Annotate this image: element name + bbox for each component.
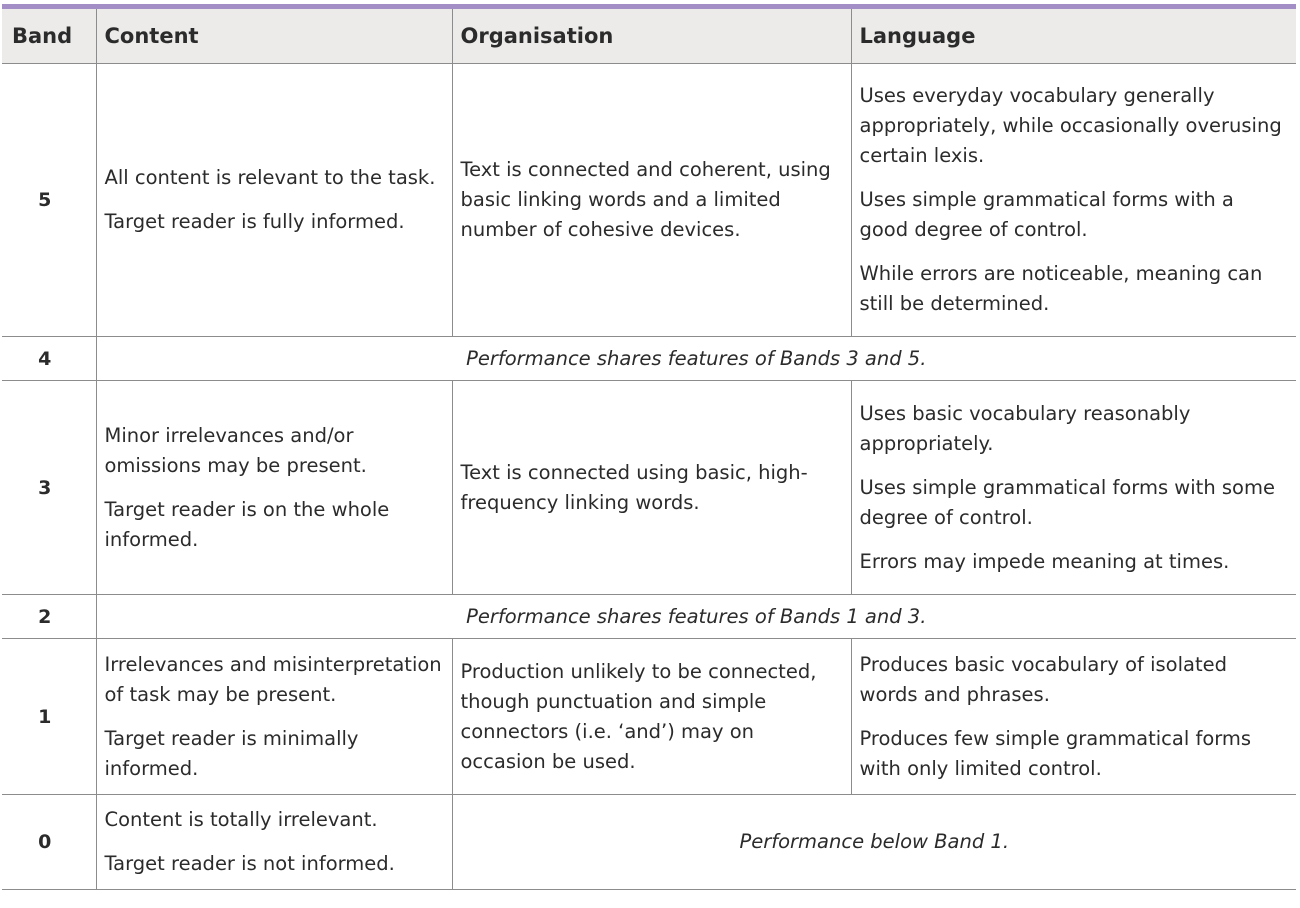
content-descriptor: All content is relevant to the task. [104, 166, 436, 189]
band-5-content-cell [96, 64, 452, 337]
content-descriptor: Target reader is on the whole informed. [104, 497, 390, 551]
content-descriptor: Target reader is fully informed. [104, 210, 405, 233]
band-3-row [2, 381, 1296, 595]
band-5-language-cell [851, 64, 1296, 337]
organisation-column-header: Organisation [452, 7, 851, 64]
language-descriptor: Produces few simple grammatical forms with only limited control. [859, 726, 1252, 780]
band-0-content-cell [96, 795, 452, 890]
band-number: 5 [2, 64, 96, 337]
language-descriptor: Errors may impede meaning at times. [859, 549, 1230, 573]
content-descriptor: Irrelevances and misinterpretation of task may be present. [104, 652, 442, 706]
language-descriptor: Uses basic vocabulary reasonably appropriately. [859, 401, 1191, 455]
band-2-shared-note: Performance shares features of Bands 1 and 3. [96, 595, 1296, 639]
content-descriptor: Content is totally irrelevant. [104, 808, 378, 831]
band-number: 1 [2, 639, 96, 795]
band-0-row [2, 795, 1296, 890]
language-descriptor: Uses simple grammatical forms with some degree of control. [859, 475, 1275, 529]
band-1-content-cell [96, 639, 452, 795]
band-0-below-note: Performance below Band 1. [452, 795, 1296, 890]
band-5-organisation-cell [452, 64, 851, 337]
band-4-row [2, 337, 1296, 381]
band-4-shared-note: Performance shares features of Bands 3 and 5. [96, 337, 1296, 381]
band-3-organisation-cell [452, 381, 851, 595]
content-descriptor: Target reader is not informed. [104, 852, 395, 875]
content-column-header: Content [96, 7, 452, 64]
band-5-row [2, 64, 1296, 337]
content-descriptor: Minor irrelevances and/or omissions may be present. [104, 423, 367, 477]
band-2-row [2, 595, 1296, 639]
language-descriptor: Uses simple grammatical forms with a good degree of control. [859, 188, 1234, 241]
band-1-organisation-cell [452, 639, 851, 795]
band-3-language-cell [851, 381, 1296, 595]
band-1-row [2, 639, 1296, 795]
band-number: 2 [2, 595, 96, 639]
band-3-content-cell [96, 381, 452, 595]
language-descriptor: Produces basic vocabulary of isolated words and phrases. [859, 652, 1227, 706]
organisation-descriptor: Text is connected and coherent, using basic linking words and a limited number of cohesive devices. [460, 158, 831, 241]
organisation-descriptor: Text is connected using basic, high-frequency linking words. [460, 460, 808, 514]
band-number: 4 [2, 337, 96, 381]
band-1-language-cell [851, 639, 1296, 795]
language-descriptor: Uses everyday vocabulary generally appropriately, while occasionally overusing certain lexis. [859, 84, 1282, 167]
band-number: 3 [2, 381, 96, 595]
band-number: 0 [2, 795, 96, 890]
content-descriptor: Target reader is minimally informed. [104, 726, 359, 780]
header-row [2, 7, 1296, 64]
language-descriptor: While errors are noticeable, meaning can still be determined. [859, 262, 1263, 315]
assessment-scale-table [2, 4, 1296, 890]
band-column-header: Band [2, 7, 96, 64]
organisation-descriptor: Production unlikely to be connected, though punctuation and simple connectors (i.e. ‘and’) may on occasion be used. [460, 659, 817, 773]
language-column-header: Language [851, 7, 1296, 64]
